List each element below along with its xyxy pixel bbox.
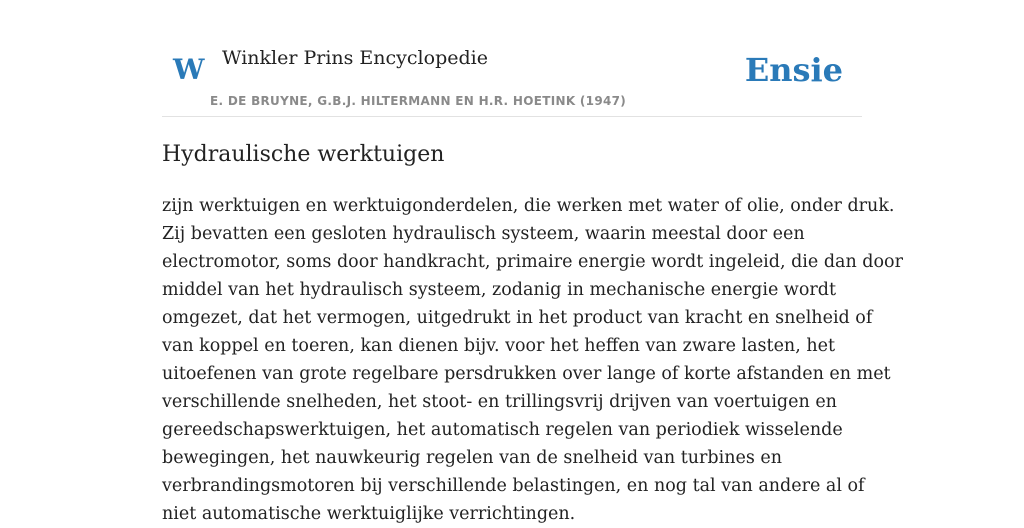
source-logo: W <box>173 53 205 86</box>
article-body-line: verschillende snelheden, het stoot- en trillingsvrij drijven van voertuigen en <box>162 392 837 412</box>
source-title[interactable]: Winkler Prins Encyclopedie <box>222 47 488 69</box>
article-body-line: niet automatische werktuiglijke verrichtingen. <box>162 504 576 524</box>
article-body-line: omgezet, dat het vermogen, uitgedrukt in het product van kracht en snelheid of <box>162 308 873 328</box>
source-authors: E. DE BRUYNE, G.B.J. HILTERMANN EN H.R. HOETINK (1947) <box>210 94 627 108</box>
article-body-line: middel van het hydraulisch systeem, zodanig in mechanische energie wordt <box>162 280 836 300</box>
article-body-line: van koppel en toeren, kan dienen bijv. voor het heffen van zware lasten, het <box>162 336 835 356</box>
article-title: Hydraulische werktuigen <box>162 142 445 167</box>
brand-logo[interactable]: Ensie <box>744 51 843 89</box>
article-body-line: uitoefenen van grote regelbare persdrukken over lange of korte afstanden en met <box>162 364 891 384</box>
article-body-line: gereedschapswerktuigen, het automatisch regelen van periodiek wisselende <box>162 420 843 440</box>
article-body-line: zijn werktuigen en werktuigonderdelen, die werken met water of olie, onder druk. <box>162 196 895 216</box>
article-body-line: bewegingen, het nauwkeurig regelen van de snelheid van turbines en <box>162 448 783 468</box>
article-body-line: electromotor, soms door handkracht, primaire energie wordt ingeleid, die dan door <box>162 252 903 272</box>
article-body-line: verbrandingsmotoren bij verschillende belastingen, en nog tal van andere al of <box>162 476 865 496</box>
source-header <box>162 0 862 117</box>
article-body <box>162 192 903 528</box>
article-body-line: Zij bevatten een gesloten hydraulisch systeem, waarin meestal door een <box>162 224 805 244</box>
